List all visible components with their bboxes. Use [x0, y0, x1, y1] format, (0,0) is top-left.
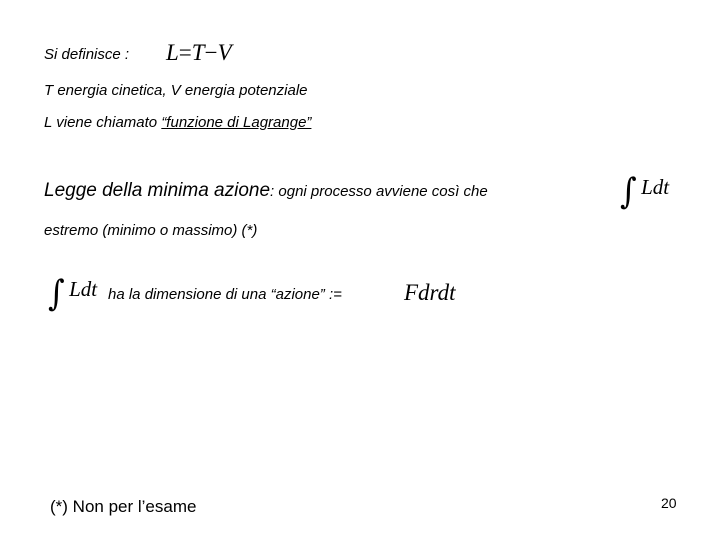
formula-l: L [166, 40, 179, 65]
least-action-line [44, 180, 488, 202]
lagrangian-formula [166, 40, 232, 66]
action-integral-1 [620, 172, 669, 210]
extremum-line: estremo (minimo o massimo) (*) [44, 222, 258, 239]
formula-v: V [217, 40, 232, 65]
lagrange-term: “funzione di Lagrange” [161, 114, 312, 131]
integral-icon: ∫ [620, 170, 637, 212]
lagrange-function-line [44, 114, 311, 131]
definition-label: Si definisce : [44, 46, 130, 63]
formula-t: T [191, 40, 205, 65]
action-dimension-text: ha la dimensione di una “azione” := [108, 286, 342, 303]
least-action-heading: Legge della minima azione [44, 180, 271, 201]
integral-body: Ldt [641, 175, 670, 199]
formula-minus: − [204, 40, 218, 65]
action-dimension-formula: Fdrdt [404, 280, 456, 305]
energy-definitions: T energia cinetica, V energia potenziale [44, 82, 308, 99]
footnote: (*) Non per l’esame [50, 497, 197, 516]
lagrange-prefix: L viene chiamato [44, 114, 162, 131]
page-number: 20 [661, 495, 677, 511]
formula-equals: = [178, 40, 192, 65]
integral-body: Ldt [69, 277, 98, 301]
action-integral-2 [48, 274, 97, 312]
least-action-text: : ogni processo avviene così che [270, 183, 488, 200]
integral-icon: ∫ [48, 272, 65, 314]
